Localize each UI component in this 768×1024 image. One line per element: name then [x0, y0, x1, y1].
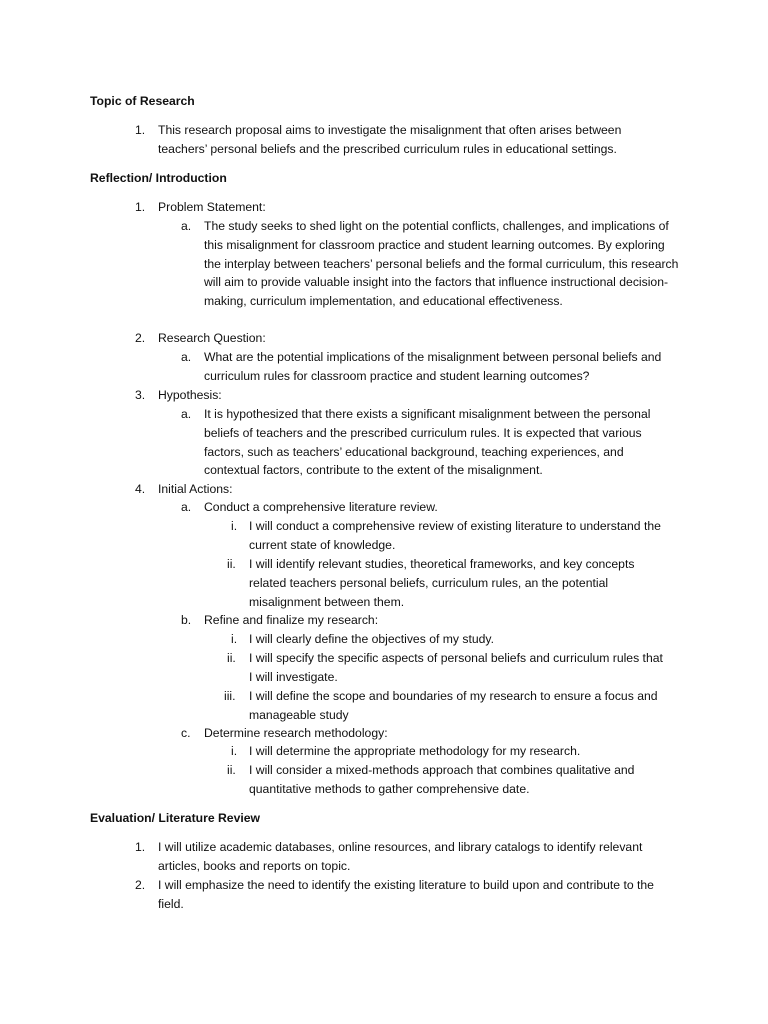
action-c-i: I will determine the appropriate methodology for my research. [249, 744, 581, 758]
evaluation-item-2: I will emphasize the need to identify the existing literature to build upon and contribute to the field. [158, 878, 654, 911]
hypothesis-label: Hypothesis: [158, 388, 222, 402]
action-a-ii: I will identify relevant studies, theoretical frameworks, and key concepts related teachers personal beliefs, curriculum rules, an the potential misalignment between them. [249, 557, 635, 609]
list-marker: 3. [135, 388, 146, 402]
list-marker: a. [181, 219, 192, 233]
research-question-label: Research Question: [158, 331, 266, 345]
evaluation-item-1: I will utilize academic databases, online resources, and library catalogs to identify relevant articles, books and reports on topic. [158, 840, 643, 873]
initial-actions-label: Initial Actions: [158, 482, 233, 496]
section-heading-reflection: Reflection/ Introduction [90, 171, 227, 185]
list-marker: i. [231, 632, 238, 646]
section-heading-evaluation: Evaluation/ Literature Review [90, 811, 261, 825]
list-marker: c. [181, 726, 191, 740]
problem-statement-label: Problem Statement: [158, 200, 266, 214]
hypothesis-text: It is hypothesized that there exists a significant misalignment between the personal beliefs of teachers and the prescribed curriculum rules. It is expected that various factors, such as teachers’ educational background, teaching experiences, and contextual factors, contribute to the extent of the misalignment. [204, 407, 651, 478]
action-b-ii: I will specify the specific aspects of personal beliefs and curriculum rules that I will investigate. [249, 651, 663, 684]
list-marker: a. [181, 350, 192, 364]
problem-statement-text: The study seeks to shed light on the potential conflicts, challenges, and implications of this misalignment for classroom practice and student learning outcomes. By exploring the interplay between teachers’ personal beliefs and the formal curriculum, this research will aim to provide valuable insight into the factors that influence instructional decision-making, curriculum implementation, and educational effectiveness. [204, 219, 679, 309]
research-question-text: What are the potential implications of the misalignment between personal beliefs and curriculum rules for classroom practice and student learning outcomes? [204, 350, 662, 383]
list-marker: 2. [135, 878, 146, 892]
list-marker: 2. [135, 331, 146, 345]
section-heading-topic: Topic of Research [90, 94, 195, 108]
action-b-i: I will clearly define the objectives of my study. [249, 632, 494, 646]
list-marker: ii. [227, 763, 236, 777]
list-marker: ii. [227, 557, 236, 571]
action-b-label: Refine and finalize my research: [204, 613, 379, 627]
list-marker: 1. [135, 123, 146, 137]
list-marker: 1. [135, 200, 146, 214]
action-a-i: I will conduct a comprehensive review of existing literature to understand the current state of knowledge. [249, 519, 661, 552]
list-marker: iii. [224, 689, 236, 703]
topic-item-1: This research proposal aims to investigate the misalignment that often arises between teachers’ personal beliefs and the prescribed curriculum rules in educational settings. [158, 123, 622, 156]
list-marker: i. [231, 744, 238, 758]
list-marker: b. [181, 613, 192, 627]
list-marker: 1. [135, 840, 146, 854]
action-a-label: Conduct a comprehensive literature review. [204, 500, 438, 514]
list-marker: a. [181, 407, 192, 421]
action-c-label: Determine research methodology: [204, 726, 388, 740]
list-marker: i. [231, 519, 238, 533]
list-marker: 4. [135, 482, 146, 496]
list-marker: ii. [227, 651, 236, 665]
action-c-ii: I will consider a mixed-methods approach that combines qualitative and quantitative methods to gather comprehensive date. [249, 763, 635, 796]
action-b-iii: I will define the scope and boundaries of my research to ensure a focus and manageable study [249, 689, 658, 722]
list-marker: a. [181, 500, 192, 514]
